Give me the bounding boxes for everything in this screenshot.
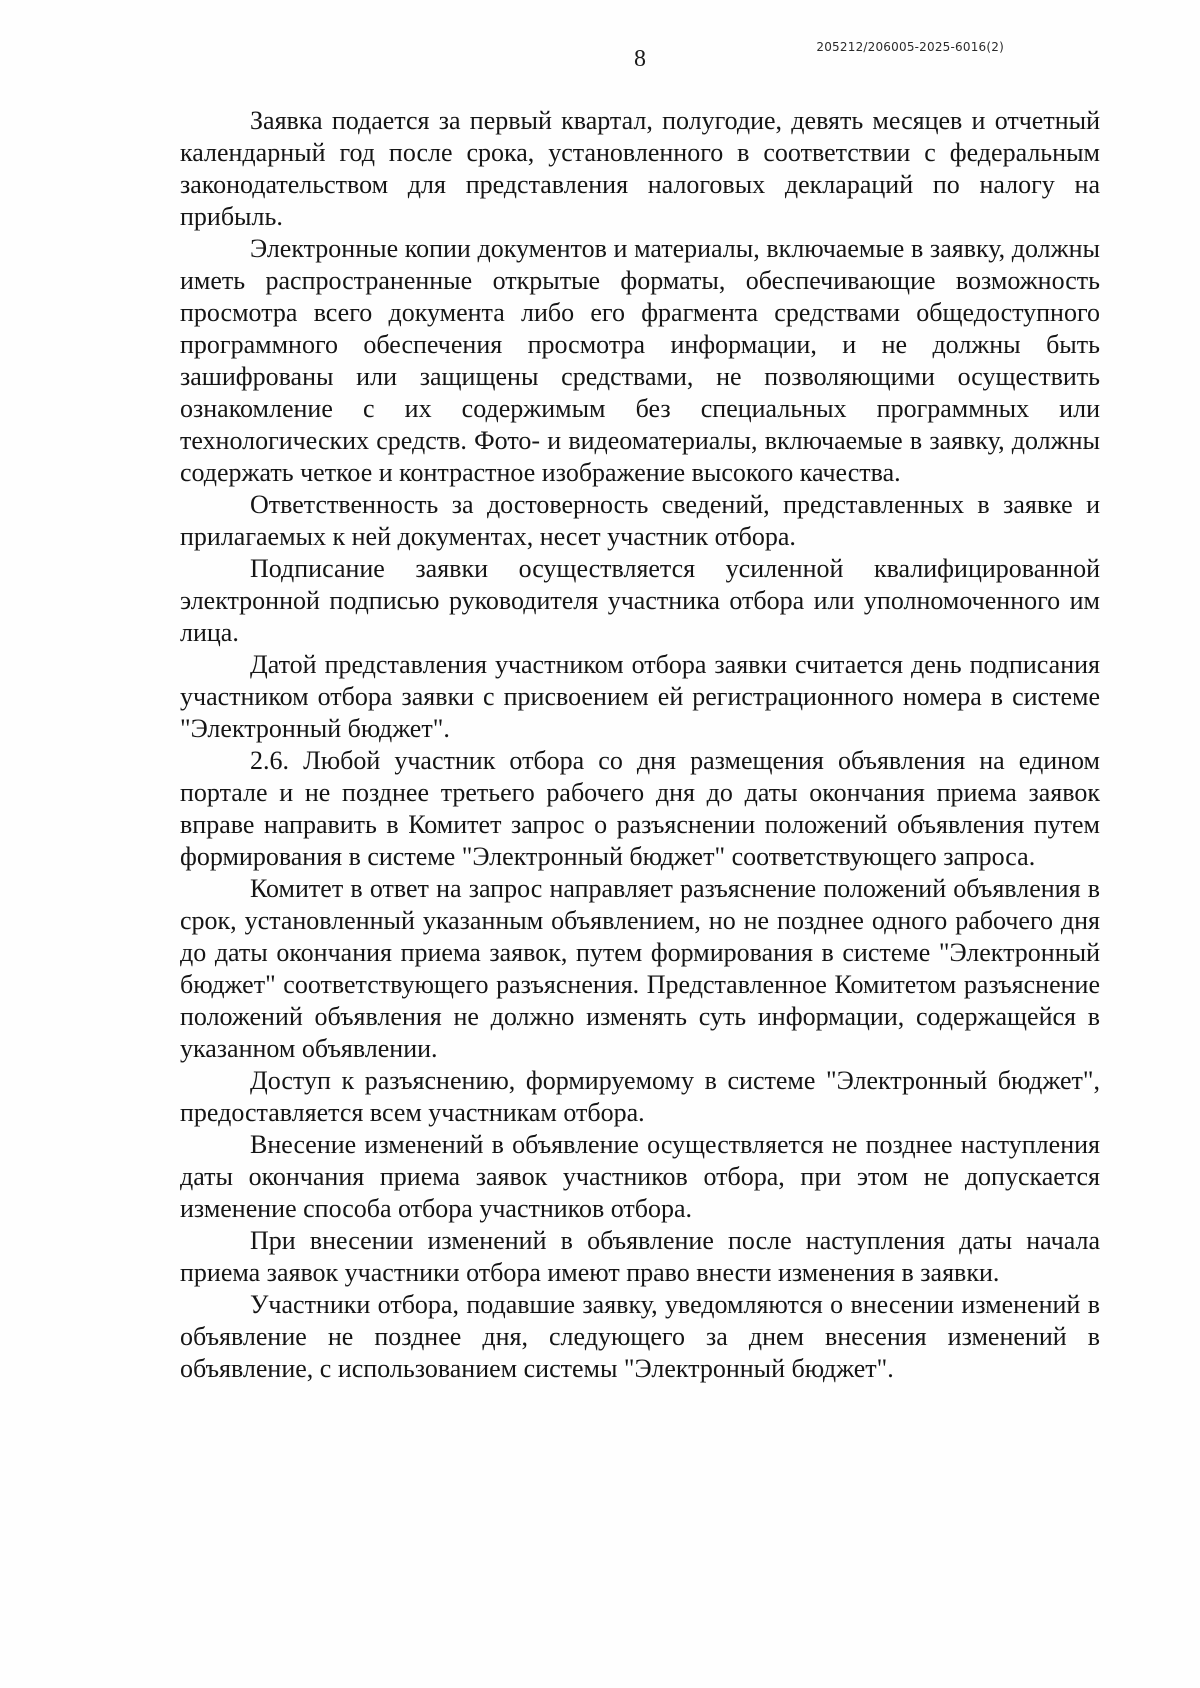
paragraph-signing: Подписание заявки осуществляется усиленной квалифицированной электронной подписью руководителя участника отбора или уполномоченного им лица. [180,554,1100,647]
paragraph-application-changes: При внесении изменений в объявление после наступления даты начала приема заявок участники отбора имеют право внести изменения в заявки. [180,1226,1100,1287]
paragraph-clarification-access: Доступ к разъяснению, формируемому в системе "Электронный бюджет", предоставляется всем участникам отбора. [180,1066,1100,1127]
paragraph-clarification-request: 2.6. Любой участник отбора со дня размещения объявления на едином портале и не позднее третьего рабочего дня до даты окончания приема заявок вправе направить в Комитет запрос о разъяснении положений объявления путем формирования в системе "Электронный бюджет" соответствующего запроса. [180,746,1100,871]
paragraph-submission-date: Датой представления участником отбора заявки считается день подписания участником отбора заявки с присвоением ей регистрационного номера в системе "Электронный бюджет". [180,650,1100,743]
document-registration-number: 205212/206005-2025-6016(2) [816,40,1004,54]
page-number: 8 [634,46,646,72]
paragraph-responsibility: Ответственность за достоверность сведений, представленных в заявке и прилагаемых к ней документах, несет участник отбора. [180,490,1100,551]
paragraph-clarification-response: Комитет в ответ на запрос направляет разъяснение положений объявления в срок, установленный указанным объявлением, но не позднее одного рабочего дня до даты окончания приема заявок, путем формирования в системе "Электронный бюджет" соответствующего разъяснения. Представленное Комитетом разъяснение положений объявления не должно изменять суть информации, содержащейся в указанном объявлении. [180,874,1100,1063]
document-body [180,105,1100,1385]
paragraph-electronic-copies: Электронные копии документов и материалы, включаемые в заявку, должны иметь распространенные открытые форматы, обеспечивающие возможность просмотра всего документа либо его фрагмента средствами общедоступного программного обеспечения просмотра информации, и не должны быть зашифрованы или защищены средствами, не позволяющими осуществить ознакомление с их содержимым без специальных программных или технологических средств. Фото- и видеоматериалы, включаемые в заявку, должны содержать четкое и контрастное изображение высокого качества. [180,234,1100,487]
paragraph-participant-notification: Участники отбора, подавшие заявку, уведомляются о внесении изменений в объявление не позднее дня, следующего за днем внесения изменений в объявление, с использованием системы "Электронный бюджет". [180,1290,1100,1383]
paragraph-announcement-changes: Внесение изменений в объявление осуществляется не позднее наступления даты окончания приема заявок участников отбора, при этом не допускается изменение способа отбора участников отбора. [180,1130,1100,1223]
paragraph-application-period: Заявка подается за первый квартал, полугодие, девять месяцев и отчетный календарный год после срока, установленного в соответствии с федеральным законодательством для представления налоговых деклараций по налогу на прибыль. [180,106,1100,231]
